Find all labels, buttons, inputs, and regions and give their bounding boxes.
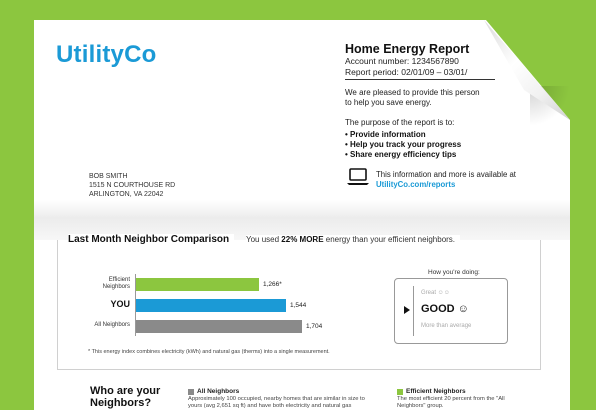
header-divider — [345, 79, 495, 80]
bar-efficient — [136, 278, 259, 291]
purpose-list — [345, 130, 461, 160]
address-street: 1515 N COURTHOUSE RD — [89, 182, 176, 189]
bar-label-you: YOU — [110, 299, 130, 309]
address-city: ARLINGTON, VA 22042 — [89, 191, 164, 198]
rating-great: Great ☺☺ — [421, 290, 450, 296]
all-neighbors-heading: All Neighbors — [197, 388, 240, 395]
bar-label-all: All Neighbors — [94, 322, 130, 328]
bar-you — [136, 299, 286, 312]
purpose-text: The purpose of the report is to: — [345, 118, 455, 127]
rating-good: GOOD ☺ — [421, 303, 469, 315]
efficient-neighbors-text: The most efficient 20 percent from the "All Neighbors" group. — [397, 396, 505, 409]
summary-suffix: energy than your efficient neighbors. — [323, 235, 456, 244]
neighbors-title-line: Neighbors? — [90, 397, 152, 409]
bar-all — [136, 320, 302, 333]
all-neighbors-swatch — [188, 389, 194, 395]
intro-line-1: We are pleased to provide this person — [345, 88, 480, 97]
neighbors-title-line: Who are your — [90, 385, 161, 397]
report-period: Report period: 02/01/09 – 03/01/ — [345, 67, 468, 77]
neighbors-title — [90, 385, 160, 409]
summary-prefix: You used — [246, 235, 282, 244]
bar-label-efficient — [30, 277, 130, 291]
doing-title: How you're doing: — [428, 269, 480, 276]
rating-bracket — [413, 286, 417, 336]
comparison-summary — [246, 235, 460, 244]
address-name: BOB SMITH — [89, 173, 128, 180]
purpose-item: • Provide information — [345, 130, 426, 139]
efficient-neighbors-swatch — [397, 389, 403, 395]
mailing-address — [89, 172, 175, 199]
bar-value-all: 1,704 — [306, 323, 323, 330]
utility-logo: UtilityCo — [56, 41, 157, 68]
rating-pointer-icon — [404, 306, 410, 314]
reports-link[interactable]: UtilityCo.com/reports — [376, 180, 456, 189]
laptop-icon — [347, 168, 369, 186]
all-neighbors-text: Approximately 100 occupied, nearby homes that are similar in size to yours (avg 2,651 sq ft) and have both electricity and natural gas — [188, 396, 365, 409]
energy-footnote: * This energy index combines electricity (kWh) and natural gas (therms) into a single measurement. — [88, 349, 330, 355]
online-info — [376, 170, 516, 190]
online-info-text: This information and more is available at — [376, 170, 516, 179]
purpose-item: • Help you track your progress — [345, 140, 462, 149]
comparison-title: Last Month Neighbor Comparison — [68, 234, 234, 245]
account-number: Account number: 1234567890 — [345, 56, 459, 66]
purpose-item: • Share energy efficiency tips — [345, 150, 457, 159]
bar-label-line: Efficient — [108, 277, 130, 283]
summary-highlight: 22% MORE — [281, 235, 324, 244]
report-title: Home Energy Report — [345, 42, 470, 56]
bar-value-efficient: 1,266* — [263, 281, 282, 288]
bar-value-you: 1,544 — [290, 302, 307, 309]
intro-line-2: to help you save energy. — [345, 98, 432, 107]
bar-label-line: Neighbors — [102, 284, 130, 290]
rating-more: More than average — [421, 323, 472, 329]
efficient-neighbors-heading: Efficient Neighbors — [406, 388, 466, 395]
